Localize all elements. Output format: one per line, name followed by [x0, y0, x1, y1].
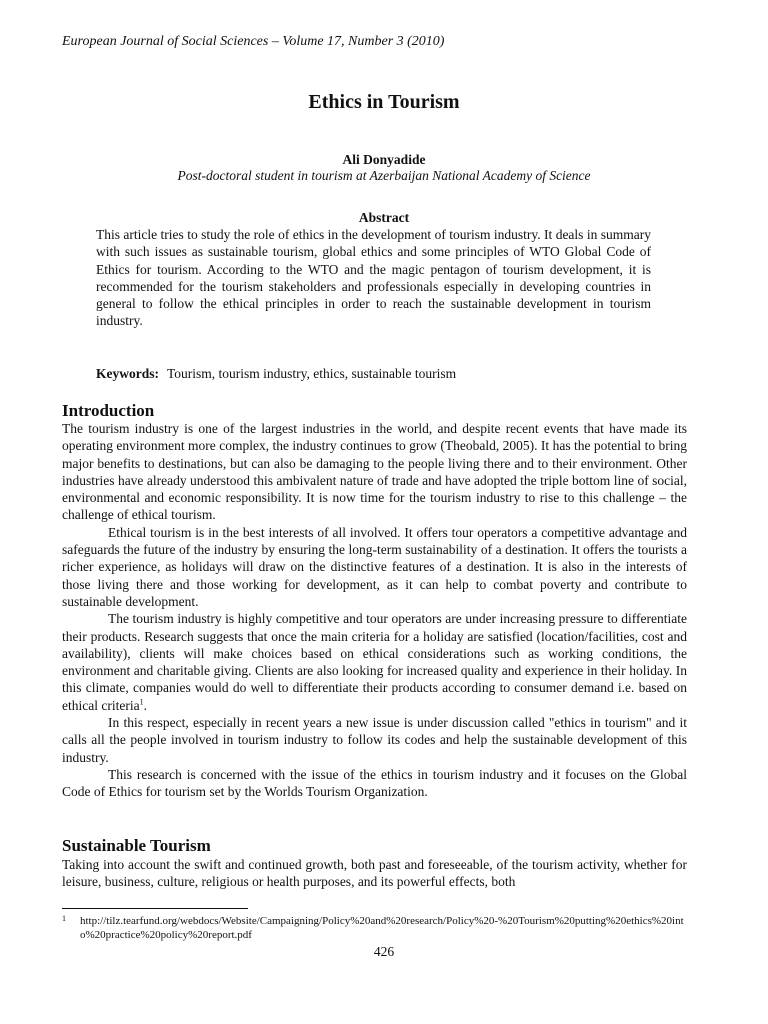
sustainable-paragraph-1: Taking into account the swift and continued growth, both past and foreseeable, of the tourism activity, whether for leisure, business, culture, religious or health purposes, and its powerful effects, both — [62, 857, 687, 890]
keywords-label: Keywords: — [96, 366, 159, 381]
abstract-heading: Abstract — [358, 210, 410, 225]
intro-paragraph-1: The tourism industry is one of the largest industries in the world, and despite recent events that have made its operating environment more complex, the industry continues to grow (Theobald, 2005). It has the potential to bring major benefits to destinations, but can also be damaging to the people living there and to their environment. Other industries have already understood this ambivalent nature of trade and have adopted the triple bottom line of social, environmental and economic responsibility. It is now time for the tourism industry to rise to this challenge – the challenge of ethical tourism. — [62, 421, 687, 523]
author-affiliation: Post-doctoral student in tourism at Azerbaijan National Academy of Science — [177, 168, 591, 183]
footnote-url: http://tilz.tearfund.org/webdocs/Website/Campaigning/Policy%20and%20research/Policy%20-%20Tourism%20putting%20ethics%20into%20practice%20policy%20report.pdf — [80, 915, 684, 941]
intro-paragraph-3 — [62, 610, 687, 714]
page-number: 426 — [373, 944, 395, 959]
sustainable-tourism-body — [62, 856, 687, 891]
keywords-text: Tourism, tourism industry, ethics, sustainable tourism — [167, 366, 457, 381]
author-name: Ali Donyadide — [342, 152, 426, 167]
intro-paragraph-3-text: The tourism industry is highly competitive and tour operators are under increasing pressure to differentiate their products. Research suggests that once the main criteria for a holiday are satisfied (location/facilities, cost and availability), clients will make choices based on ethical considerations such as working conditions, the environment and charitable giving. Clients are also looking for increased quality and experience in their holiday. In this climate, companies would do well to differentiate their products according to consumer demand i.e. based on ethical criteria — [62, 611, 687, 713]
footnote-mark: 1 — [62, 914, 66, 923]
intro-paragraph-5: This research is concerned with the issue of the ethics in tourism industry and it focuses on the Global Code of Ethics for tourism set by the Worlds Tourism Organization. — [62, 766, 687, 800]
intro-paragraph-4: In this respect, especially in recent years a new issue is under discussion called "ethics in tourism" and it calls all the people involved in tourism industry to follow its codes and help the sustainable development of this industry. — [62, 715, 687, 765]
keywords — [96, 366, 456, 382]
footnote — [62, 914, 687, 942]
footnote-ref: 1 — [139, 697, 144, 707]
sustainable-tourism-heading: Sustainable Tourism — [62, 836, 211, 855]
abstract-text: This article tries to study the role of ethics in the development of tourism industry. It deals in summary with such issues as sustainable tourism, global ethics and some principles of WTO Global Code of Ethics for tourism. According to the WTO and the magic pentagon of tourism development, it is recommended for the tourism stakeholders and professionals especially in developing countries in general to follow the ethical principles in order to reach the sustainable development in tourism industry. — [96, 227, 651, 329]
footnote-divider — [62, 908, 248, 909]
introduction-heading: Introduction — [62, 401, 155, 420]
intro-paragraph-3-end: . — [143, 697, 147, 713]
introduction-body — [62, 420, 687, 801]
journal-header: European Journal of Social Sciences – Volume 17, Number 3 (2010) — [62, 34, 445, 49]
article-title: Ethics in Tourism — [308, 91, 460, 113]
intro-paragraph-2: Ethical tourism is in the best interests of all involved. It offers tour operators a competitive advantage and safeguards the future of the industry by ensuring the long-term sustainability of a destination. It offers the tourists a richer experience, as holidays will draw on the distinctive features of a destination. It is also in the interests of those living there and those working for development, as it can help to combat poverty and contribute to sustainable development. — [62, 524, 687, 609]
